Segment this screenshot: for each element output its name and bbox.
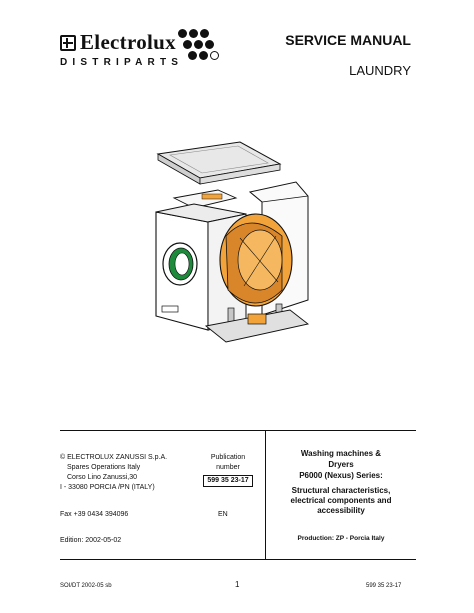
product-description [266,431,416,559]
page-number: 1 [235,580,240,589]
footer-reference: SOI/DT 2002-05 sb [60,583,112,589]
motor [248,314,266,324]
product-title-line: P6000 (Nexus) Series: [299,471,383,480]
product-subtitle-line: electrical components and [290,496,392,505]
address-line: Corso Lino Zanussi,30 [67,474,138,481]
publication-info-table [60,430,416,560]
publication-block [192,453,264,487]
sub-brand: DISTRIPARTS [60,57,184,68]
product-title-line: Dryers [328,460,354,469]
electrolux-logo-icon [60,35,76,51]
distriparts-dots-icon [178,29,228,63]
publication-number: 599 35 23-17 [203,475,252,487]
production-site: Production: ZP - Porcia Italy [297,535,385,542]
copyright-line: © ELECTROLUX ZANUSSI S.p.A. [60,454,168,461]
document-category: LAUNDRY [349,63,411,78]
fax-number: Fax +39 0434 394096 [60,511,129,518]
product-subtitle-line: accessibility [317,506,365,515]
page-header [0,0,474,100]
edition-date: Edition: 2002-05-02 [60,537,122,544]
product-subtitle [266,486,416,516]
product-title [266,448,416,481]
brand-logo [60,30,183,68]
document-type: SERVICE MANUAL [285,32,411,48]
washing-machine-exploded-illustration [140,140,340,360]
brand-name: Electrolux [80,30,176,54]
address-line: Spares Operations Italy [67,464,141,471]
product-subtitle-line: Structural characteristics, [291,486,391,495]
address-line: I - 33080 PORCIA /PN (ITALY) [60,484,155,491]
publication-label: Publication [210,454,246,461]
product-title-line: Washing machines & [300,449,382,458]
footer-publication-number: 599 35 23-17 [366,583,402,589]
language-code: EN [218,511,228,518]
publication-label: number [216,464,240,471]
